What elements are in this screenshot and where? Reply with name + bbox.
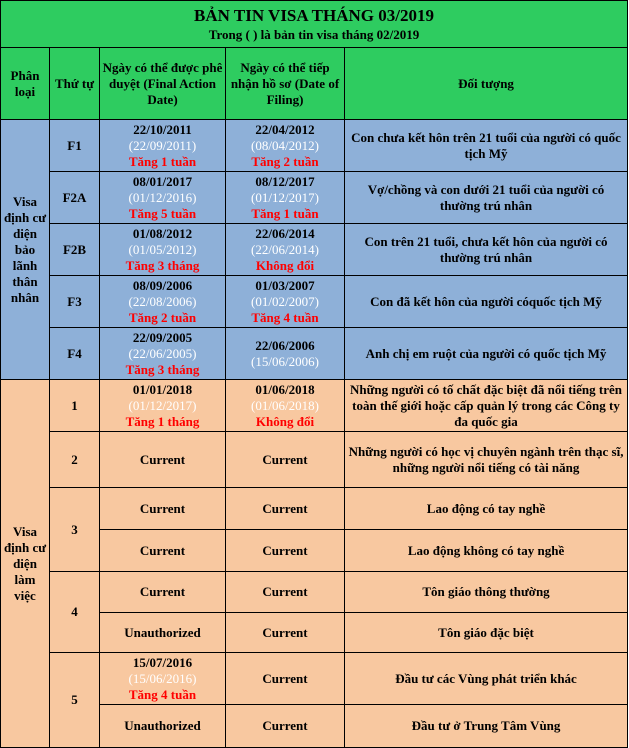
current-date: 22/06/2006: [255, 337, 315, 353]
previous-date: (01/12/2016): [128, 189, 197, 205]
order-cell: 4: [50, 572, 100, 653]
subject-cell: Đầu tư ở Trung Tâm Vùng: [345, 705, 628, 748]
header-category: Phân loại: [1, 48, 50, 120]
subject-cell: Con chưa kết hôn trên 21 tuổi của người có quốc tịch Mỹ: [345, 120, 628, 172]
change-label: Không đổi: [255, 257, 315, 273]
bulletin-title: BẢN TIN VISA THÁNG 03/2019: [194, 6, 434, 25]
order-cell: F4: [50, 328, 100, 380]
current-date: 01/03/2007: [255, 277, 315, 293]
previous-date: (22/06/2005): [128, 345, 197, 361]
change-label: Tăng 2 tuần: [128, 309, 197, 325]
filing-cell: [226, 224, 345, 276]
family-category: Visa định cư diện bảo lãnh thân nhân: [1, 120, 50, 380]
filing-cell: Current: [226, 572, 345, 613]
change-label: Tăng 1 tháng: [125, 413, 200, 429]
final-action-cell: Unauthorized: [100, 705, 226, 748]
filing-cell: Current: [226, 488, 345, 530]
change-label: Tăng 1 tuần: [128, 153, 197, 169]
previous-date: (01/12/2017): [128, 397, 197, 413]
final-action-cell: Current: [100, 572, 226, 613]
filing-cell: Current: [226, 613, 345, 653]
table-row: [1, 224, 628, 276]
header-subject: Đối tượng: [345, 48, 628, 120]
order-cell: F2A: [50, 172, 100, 224]
previous-date: (22/08/2006): [128, 293, 197, 309]
order-cell: F1: [50, 120, 100, 172]
filing-cell: [226, 120, 345, 172]
previous-date: (22/06/2014): [251, 241, 319, 257]
final-action-cell: [100, 328, 226, 380]
current-date: 08/09/2006: [132, 277, 193, 293]
filing-cell: [226, 328, 345, 380]
final-action-cell: [100, 172, 226, 224]
current-date: 08/01/2017: [132, 173, 193, 189]
table-row: [1, 328, 628, 380]
table-row: [1, 120, 628, 172]
table-row: [1, 432, 628, 488]
title-cell: [1, 1, 628, 48]
table-row: [1, 488, 628, 530]
order-cell: 1: [50, 380, 100, 432]
filing-cell: Current: [226, 653, 345, 705]
bulletin-subtitle: Trong ( ) là bản tin visa tháng 02/2019: [208, 27, 420, 42]
previous-date: (15/06/2006): [251, 353, 319, 369]
change-label: Tăng 3 tháng: [125, 361, 200, 377]
order-cell: 2: [50, 432, 100, 488]
final-action-cell: Unauthorized: [100, 613, 226, 653]
previous-date: (22/09/2011): [128, 137, 197, 153]
order-cell: 5: [50, 653, 100, 748]
subject-cell: Những người có tố chất đặc biệt đã nổi tiếng trên toàn thế giới hoặc cấp quản lý trong các Công ty đa quốc gia: [345, 380, 628, 432]
table-row: [1, 172, 628, 224]
table-row: [1, 380, 628, 432]
previous-date: (01/12/2017): [251, 189, 319, 205]
employment-category: Visa định cư diện làm việc: [1, 380, 50, 748]
final-action-cell: [100, 380, 226, 432]
current-date: 01/08/2012: [132, 225, 193, 241]
previous-date: (01/06/2018): [251, 397, 319, 413]
final-action-cell: [100, 120, 226, 172]
current-date: 15/07/2016: [132, 654, 193, 670]
change-label: Tăng 4 tuần: [251, 309, 319, 325]
filing-cell: [226, 380, 345, 432]
table-row: [1, 653, 628, 705]
previous-date: (08/04/2012): [251, 137, 319, 153]
order-cell: 3: [50, 488, 100, 572]
title-row: [1, 1, 628, 48]
change-label: Tăng 1 tuần: [251, 205, 319, 221]
subject-cell: Vợ/chồng và con dưới 21 tuổi của người có thường trú nhân: [345, 172, 628, 224]
change-label: Tăng 2 tuần: [251, 153, 319, 169]
subject-cell: Anh chị em ruột của người có quốc tịch Mỹ: [345, 328, 628, 380]
previous-date: (01/02/2007): [251, 293, 319, 309]
filing-cell: Current: [226, 705, 345, 748]
final-action-cell: [100, 276, 226, 328]
filing-cell: Current: [226, 530, 345, 572]
filing-cell: Current: [226, 432, 345, 488]
current-date: 01/01/2018: [132, 381, 193, 397]
subject-cell: Đầu tư các Vùng phát triển khác: [345, 653, 628, 705]
table-row: [1, 572, 628, 613]
subject-cell: Con trên 21 tuổi, chưa kết hôn của người có thường trú nhân: [345, 224, 628, 276]
subject-cell: Lao động có tay nghề: [345, 488, 628, 530]
current-date: 08/12/2017: [255, 173, 315, 189]
order-cell: F2B: [50, 224, 100, 276]
filing-cell: [226, 172, 345, 224]
final-action-cell: Current: [100, 530, 226, 572]
current-date: 01/06/2018: [255, 381, 315, 397]
previous-date: (15/06/2016): [128, 670, 197, 686]
subject-cell: Tôn giáo đặc biệt: [345, 613, 628, 653]
subject-cell: Những người có học vị chuyên ngành trên thạc sĩ, những người nổi tiếng có tài năng: [345, 432, 628, 488]
filing-cell: [226, 276, 345, 328]
previous-date: (01/05/2012): [128, 241, 197, 257]
change-label: Không đổi: [255, 413, 315, 429]
header-order: Thứ tự: [50, 48, 100, 120]
header-row: [1, 48, 628, 120]
header-date-of-filing: Ngày có thể tiếp nhận hồ sơ (Date of Filing): [226, 48, 345, 120]
change-label: Tăng 3 tháng: [125, 257, 200, 273]
table-row: [1, 276, 628, 328]
change-label: Tăng 5 tuần: [128, 205, 197, 221]
final-action-cell: [100, 653, 226, 705]
final-action-cell: Current: [100, 432, 226, 488]
current-date: 22/09/2005: [132, 329, 193, 345]
order-cell: F3: [50, 276, 100, 328]
final-action-cell: Current: [100, 488, 226, 530]
current-date: 22/06/2014: [255, 225, 315, 241]
subject-cell: Con đã kết hôn của người cóquốc tịch Mỹ: [345, 276, 628, 328]
current-date: 22/10/2011: [133, 121, 192, 137]
change-label: Tăng 4 tuần: [128, 686, 197, 702]
subject-cell: Tôn giáo thông thường: [345, 572, 628, 613]
final-action-cell: [100, 224, 226, 276]
subject-cell: Lao động không có tay nghề: [345, 530, 628, 572]
header-final-action-date: Ngày có thể được phê duyệt (Final Action Date): [100, 48, 226, 120]
current-date: 22/04/2012: [255, 121, 315, 137]
